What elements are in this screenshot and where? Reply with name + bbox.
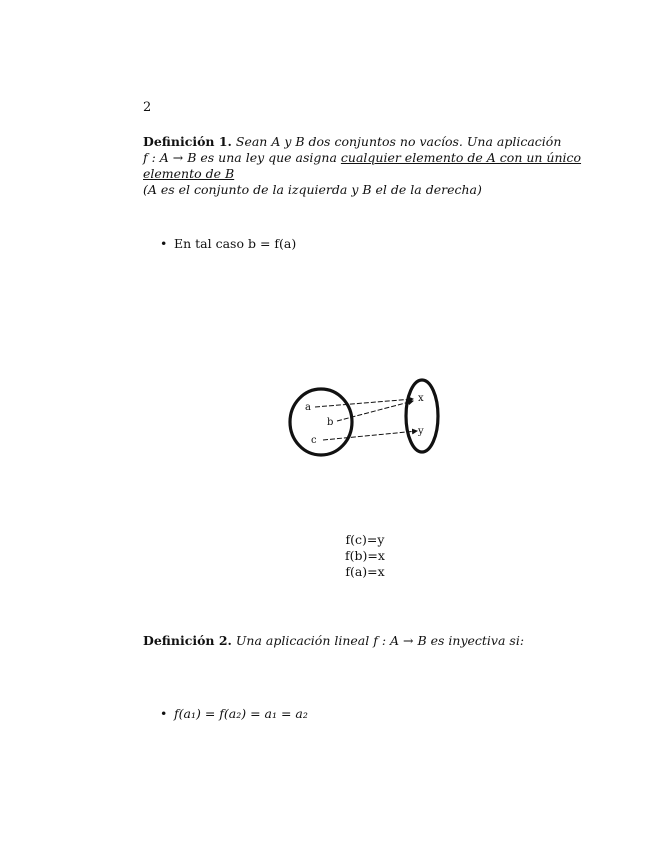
- definition-2-text: Una aplicación lineal f : A → B es inyectiva si:: [235, 633, 525, 648]
- function-values: [330, 532, 400, 580]
- function-value-c: f(c)=y: [345, 532, 385, 547]
- definition-1-heading: Definición 1.: [143, 134, 232, 149]
- label-c: c: [311, 435, 317, 446]
- definition-1-underlined: cualquier elemento de A con un único elemento de B: [143, 150, 582, 181]
- bullet-item-1: [160, 236, 296, 251]
- bullet-2-text: f(a₁) = f(a₂) = a₁ = a₂: [174, 706, 308, 721]
- arrow-c-y: [323, 431, 417, 440]
- function-value-b: f(b)=x: [345, 548, 385, 563]
- mapping-diagram: [285, 375, 445, 461]
- label-y: y: [418, 426, 424, 437]
- set-a-ellipse: [290, 389, 352, 455]
- label-b: b: [327, 417, 334, 428]
- definition-2-heading: Definición 2.: [143, 633, 232, 648]
- definition-1-line2: f : A → B es una ley que asigna: [143, 150, 341, 165]
- function-value-a: f(a)=x: [345, 564, 385, 579]
- bullet-icon: •: [160, 236, 168, 251]
- set-b-ellipse: [406, 380, 438, 452]
- definition-1-line3: (A es el conjunto de la izquierda y B el de la derecha): [143, 182, 482, 197]
- definition-2: [143, 633, 613, 649]
- page-number: 2: [143, 100, 152, 115]
- label-a: a: [305, 402, 311, 413]
- bullet-1-text: En tal caso b = f(a): [174, 236, 297, 251]
- definition-1: [143, 134, 613, 198]
- bullet-icon: •: [160, 706, 168, 721]
- definition-1-line1: Sean A y B dos conjuntos no vacíos. Una aplicación: [235, 134, 562, 149]
- bullet-item-2: [160, 706, 308, 721]
- arrow-a-x: [315, 399, 413, 407]
- label-x: x: [418, 393, 424, 404]
